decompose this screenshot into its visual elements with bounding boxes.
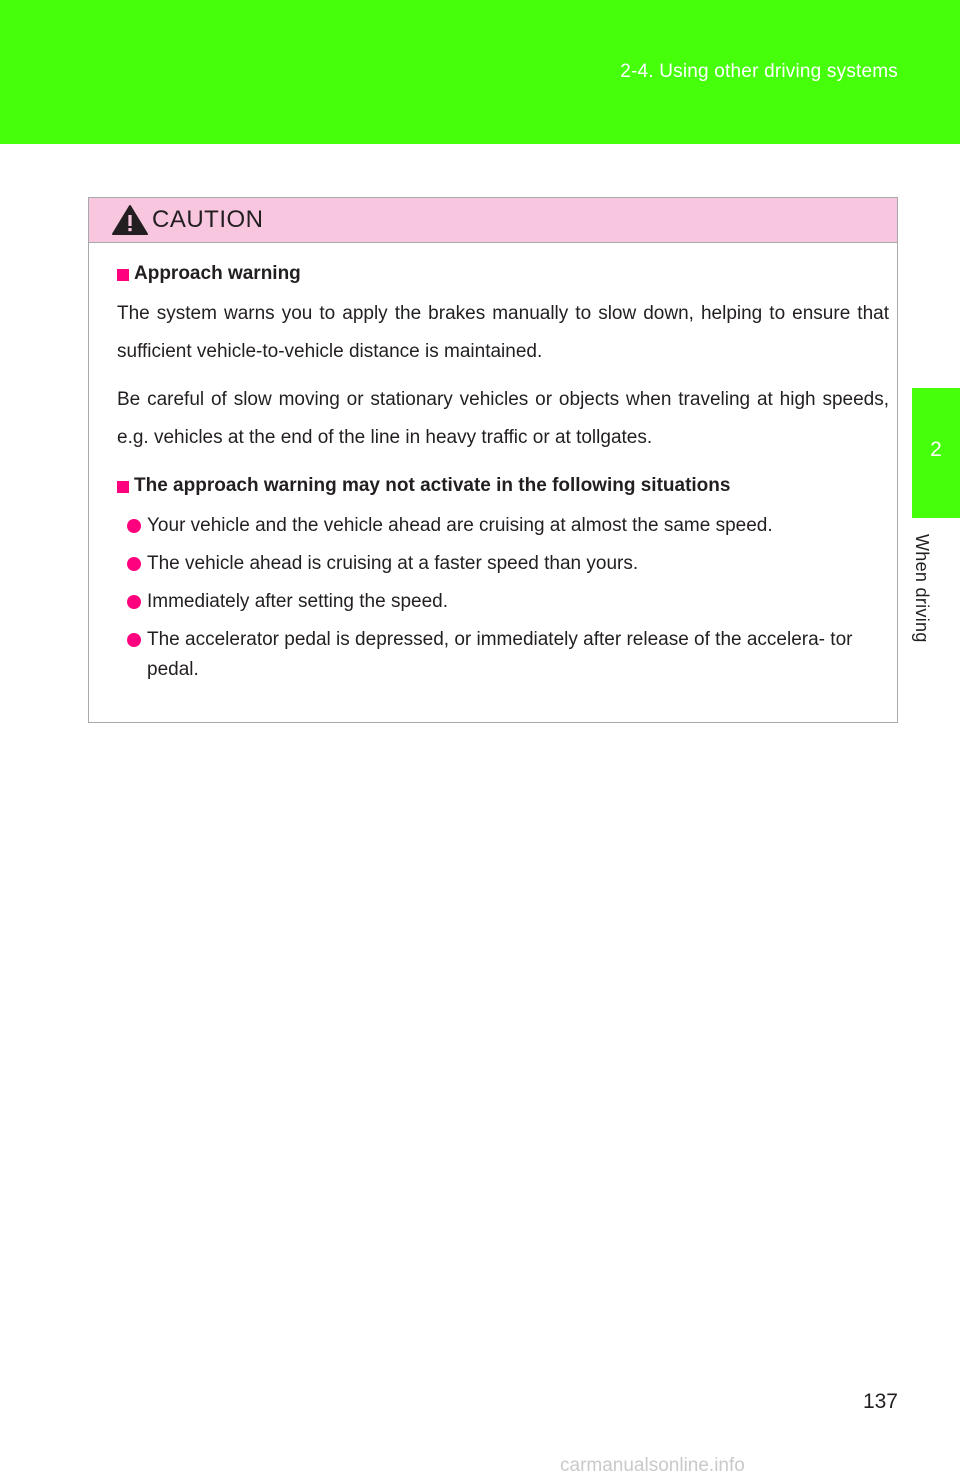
caution-box — [88, 197, 898, 723]
section-heading — [117, 263, 889, 285]
section-title: 2-4. Using other driving systems — [620, 61, 898, 82]
circle-bullet-icon — [127, 557, 141, 571]
chapter-label: When driving — [912, 534, 932, 643]
chapter-number: 2 — [930, 438, 942, 461]
section-heading — [117, 475, 889, 497]
circle-bullet-icon — [127, 633, 141, 647]
chapter-tab — [912, 388, 960, 518]
circle-bullet-icon — [127, 519, 141, 533]
heading-text: The approach warning may not activate in the following situations — [134, 475, 731, 496]
header-band — [0, 0, 960, 144]
list-item: The accelerator pedal is depressed, or immediately after release of the accelera- tor pedal. — [117, 625, 889, 685]
watermark: carmanualsonline.info — [560, 1455, 745, 1476]
list-item: The vehicle ahead is cruising at a faster speed than yours. — [117, 549, 889, 579]
list-item: Your vehicle and the vehicle ahead are cruising at almost the same speed. — [117, 511, 889, 541]
circle-bullet-icon — [127, 595, 141, 609]
caution-body — [89, 243, 897, 685]
square-bullet-icon — [117, 269, 129, 281]
square-bullet-icon — [117, 481, 129, 493]
page-number: 137 — [862, 1390, 898, 1413]
paragraph: The system warns you to apply the brakes manually to slow down, helping to ensure that sufficient vehicle-to-vehicle distance is maintained. — [117, 303, 889, 362]
caution-title: CAUTION — [152, 206, 264, 233]
caution-header — [89, 198, 897, 243]
heading-text: Approach warning — [134, 263, 301, 284]
warning-triangle-icon — [111, 204, 149, 236]
paragraph: Be careful of slow moving or stationary vehicles or objects when traveling at high speeds, e.g. vehicles at the end of the line in heavy traffic or at tollgates. — [117, 389, 889, 448]
list-item: Immediately after setting the speed. — [117, 587, 889, 617]
